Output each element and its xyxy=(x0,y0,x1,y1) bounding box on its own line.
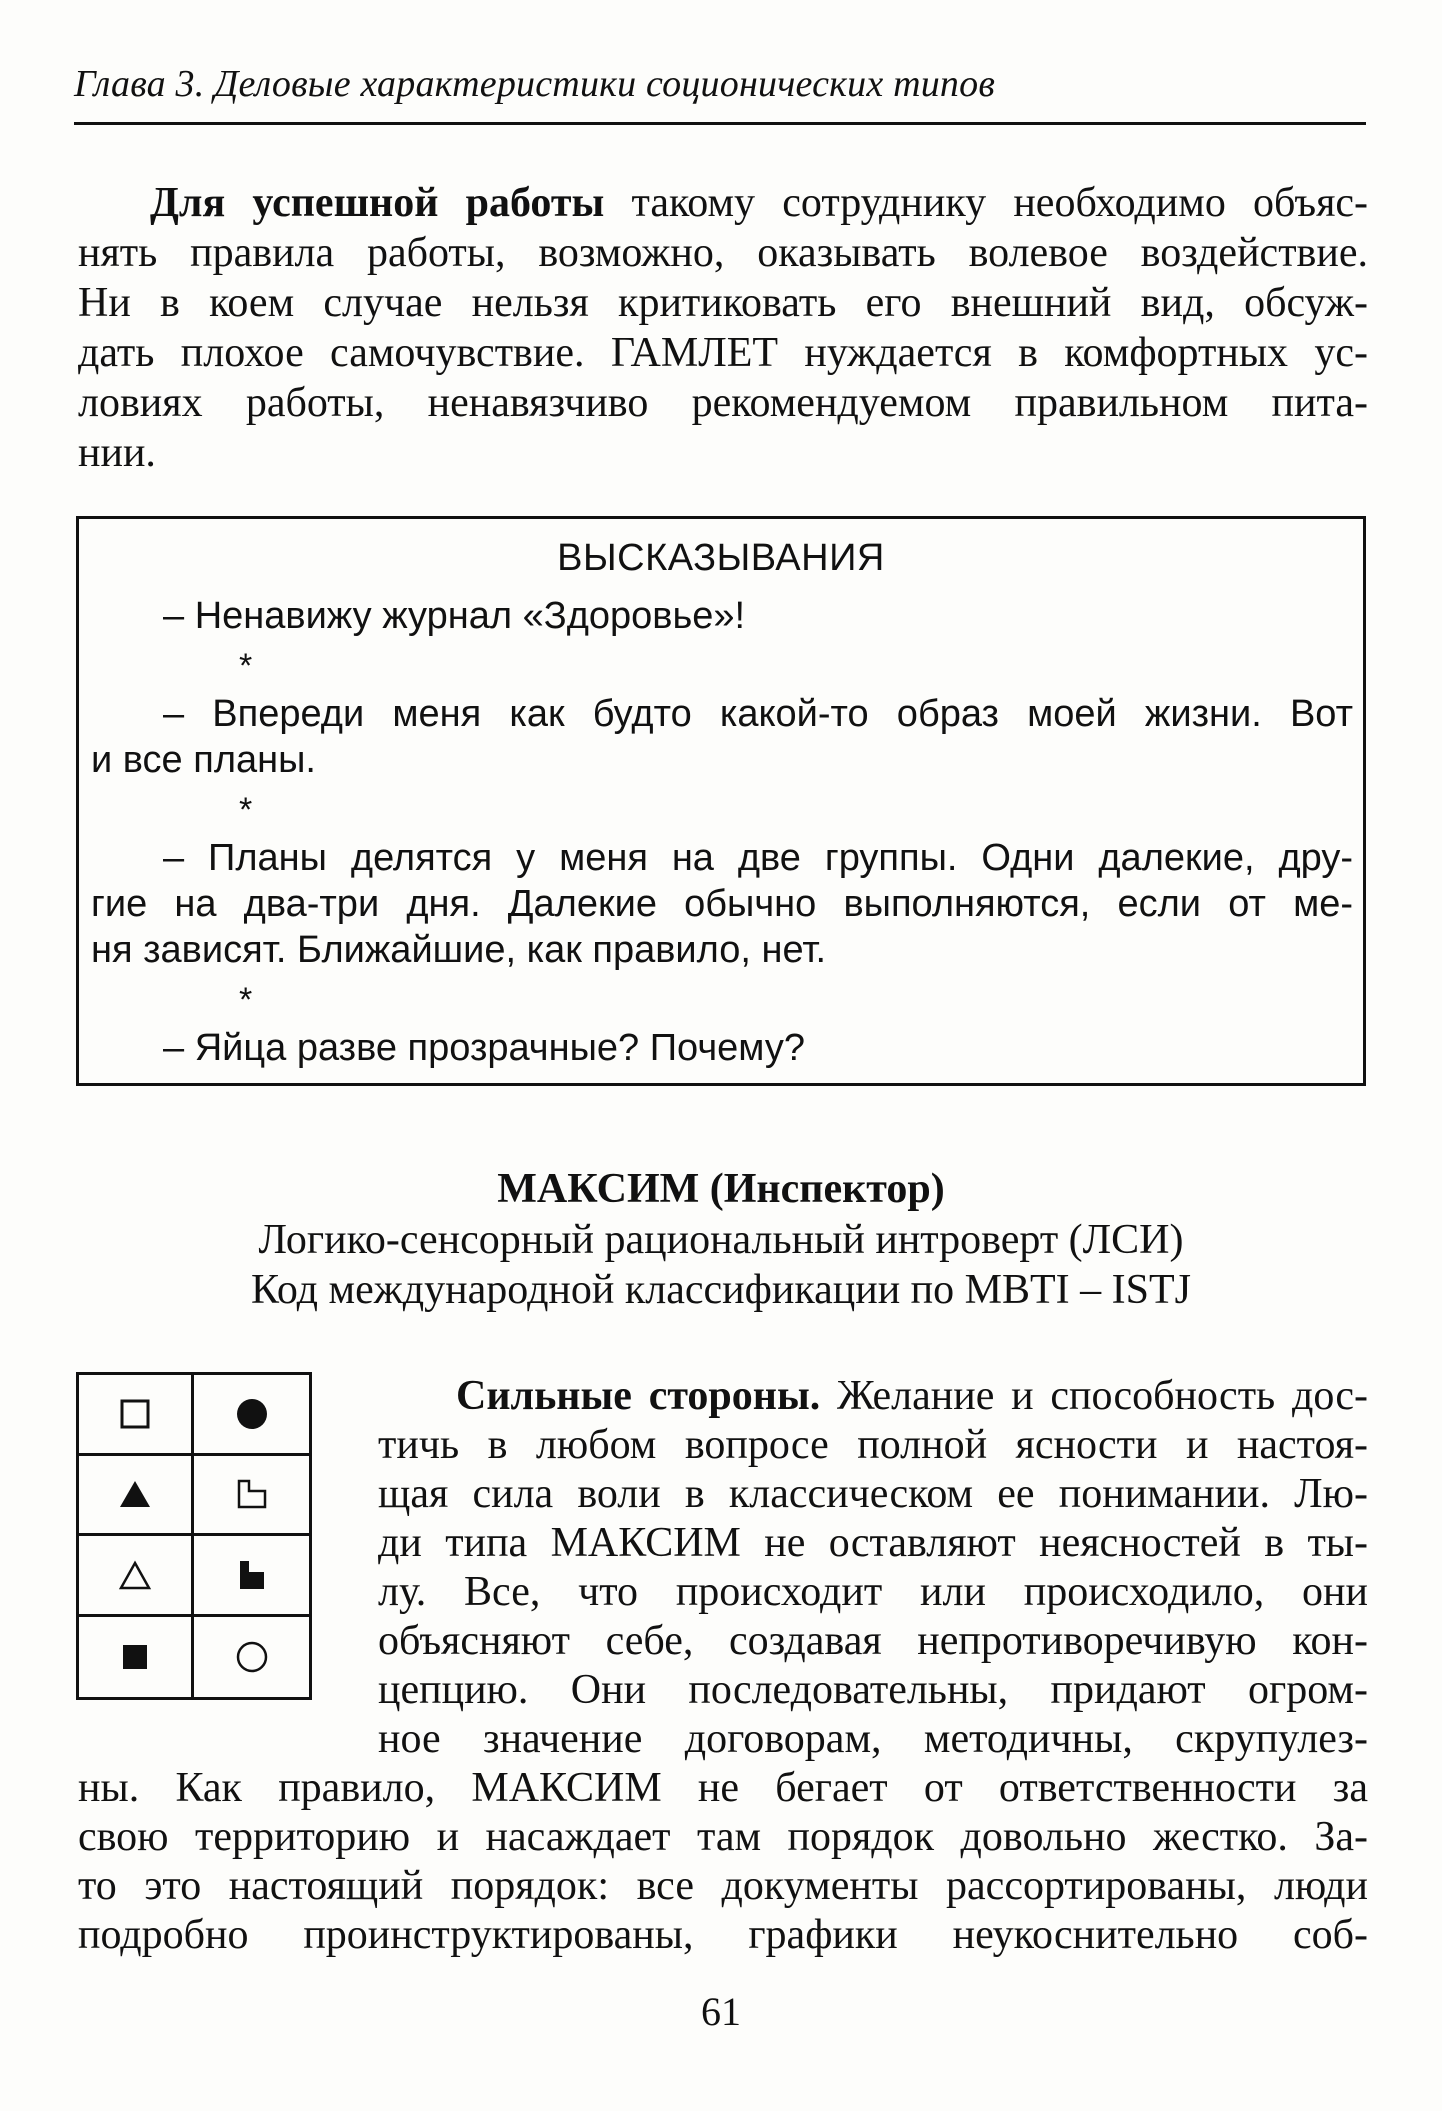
running-head: Глава 3. Деловые характеристики соционических типов xyxy=(74,63,996,105)
black-circle-icon xyxy=(235,1397,269,1431)
paragraph-lead: Для успешной работы xyxy=(150,180,605,226)
black-corner-icon xyxy=(236,1559,268,1591)
quote-2: – Впереди меня как будто какой-то образ моей жизни. Вот и все планы. xyxy=(91,693,1353,781)
black-square-icon xyxy=(120,1642,150,1672)
quotes-title: ВЫСКАЗЫВАНИЯ xyxy=(557,537,885,579)
mbti-code: Код международной классификации по MBTI – ISTJ xyxy=(250,1267,1192,1313)
white-square-icon xyxy=(120,1399,150,1429)
header-rule xyxy=(74,122,1366,125)
quote-separator: * xyxy=(239,981,253,1019)
type-subtitle: Логико-сенсорный рациональный интроверт (ЛСИ) xyxy=(258,1217,1184,1263)
quote-4: – Яйца разве прозрачные? Почему? xyxy=(163,1027,805,1069)
paragraph-work-conditions: Для успешной работы такому сотруднику необходимо объяс- нять правила работы, возможно, оказывать волевое воздействие. Ни в коем случае нельзя критиковать его внешний вид, обсуж- дать плохое самочувствие. ГАМЛЕТ нуждается в комфортных ус- ловиях работы, ненавязчиво рекомендуемом правильном пита- нии. xyxy=(78,180,1369,476)
strengths-paragraph: Сильные стороны. Желание и способность дос- тичь в любом вопросе полной ясности и настоя- щая сила воли в классическом ее понимании. Лю- ди типа МАКСИМ не оставляют неясностей в ты- лу. Все, что происходит или происходило, они объясняют себе, создавая непротиворечивую кон- цепцию. Они последовательны, придают огром- ное значение договорам, методичны, скрупулез- xyxy=(378,1373,1369,1762)
quote-1: – Ненавижу журнал «Здоровье»! xyxy=(163,595,746,637)
quote-3: – Планы делятся у меня на две группы. Одни далекие, дру- гие на два-три дня. Далекие обычно выполняются, если от ме- ня зависят. Ближайшие, как правило, нет. xyxy=(91,837,1353,971)
quotes-box xyxy=(76,516,1366,1086)
strengths-paragraph-continued: ны. Как правило, МАКСИМ не бегает от ответственности за свою территорию и насаждает там порядок довольно жестко. За- то это настоящий порядок: все документы рассортированы, люди подробно проинструктированы, графики неукоснительно соб- xyxy=(78,1765,1368,1958)
quote-separator: * xyxy=(239,647,253,685)
model-a-grid xyxy=(76,1372,312,1700)
page-number: 61 xyxy=(701,1989,741,2034)
quote-separator: * xyxy=(239,791,253,829)
white-corner-icon xyxy=(236,1479,268,1509)
type-title: МАКСИМ (Инспектор) xyxy=(497,1166,945,1212)
strengths-lead: Сильные стороны. xyxy=(456,1373,821,1419)
white-circle-icon xyxy=(235,1640,269,1674)
black-triangle-icon xyxy=(118,1479,152,1509)
white-triangle-icon xyxy=(118,1560,152,1590)
